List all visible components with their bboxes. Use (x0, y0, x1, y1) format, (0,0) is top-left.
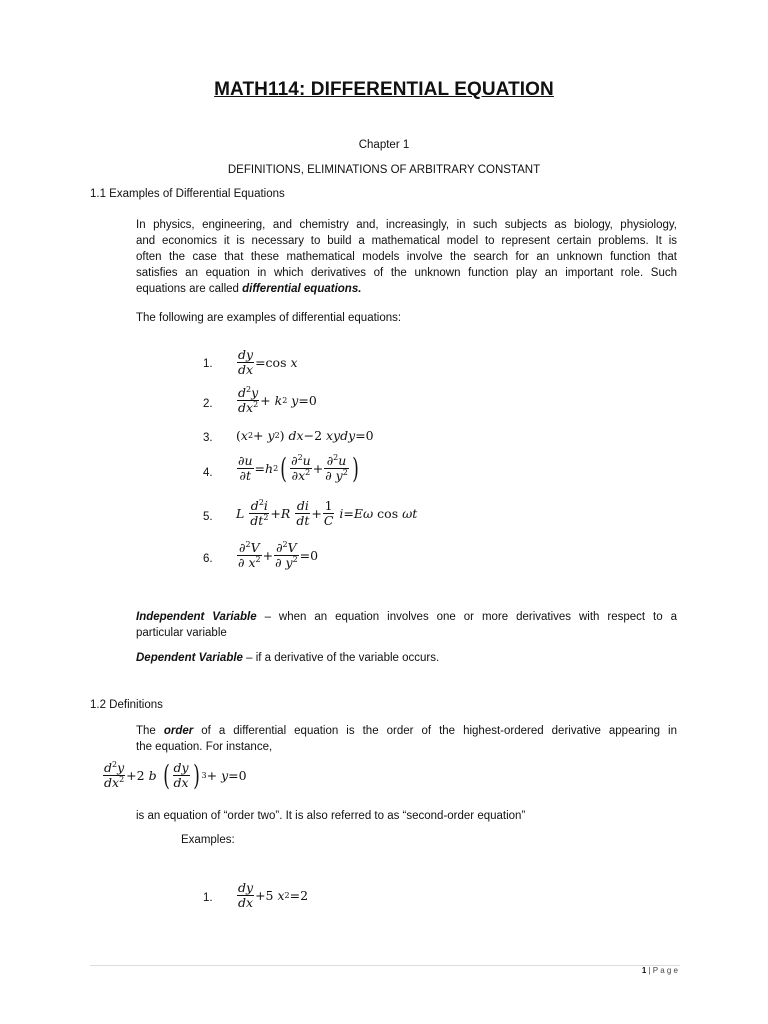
page-footer (642, 966, 678, 975)
equation-3: ( x 2 + y 2 ) dx −2 xydy =0 (236, 428, 374, 443)
equation-number: 1. (203, 358, 213, 370)
order-explanation: is an equation of “order two”. It is also referred to as “second-order equation” (136, 810, 526, 822)
dependent-variable-definition: Dependent Variable – if a derivative of the variable occurs. (136, 652, 440, 664)
intro-line: equations are called differential equations. (136, 283, 362, 295)
examples-intro: The following are examples of differential equations: (136, 312, 402, 324)
equation-4: $\frac{\partial u}{\partial t}$ = h 2 ( $\frac{\partial^2u}{\partial x^2}$ + $\frac{\partial^2u}{\partial y^2}$ ) (238, 451, 359, 485)
equation-5: L $\frac{d^2i}{dt^2}$ + R $\frac{di}{dt}$ + $\frac{1}{C}$ i = Eω cos ωt (236, 497, 418, 528)
chapter-label: Chapter 1 (358, 139, 410, 151)
independent-variable-term: Independent Variable (136, 611, 257, 623)
order-term: order (163, 725, 194, 737)
equation-number: 4. (203, 467, 213, 479)
intro-line: satisfies an equation in which derivatives of the unknown function play an important role. Such (136, 267, 677, 279)
footer-divider (90, 965, 680, 966)
independent-variable-definition: Independent Variable – when an equation involves one or more derivatives with respect to a particular variable (136, 611, 677, 639)
intro-line: In physics, engineering, and chemistry and, increasingly, in such subjects as biology, physiology, (136, 219, 677, 231)
intro-paragraph (136, 217, 677, 297)
equation-number: 1. (203, 892, 213, 904)
order-definition: The order of a differential equation is the order of the highest-ordered derivative appearing in the equation. For instance, (136, 725, 678, 753)
differential-equations-term: differential equations. (242, 283, 362, 295)
dependent-variable-term: Dependent Variable (136, 652, 243, 664)
order-example-equation: $\frac{d^2y}{dx^2}$ +2 b ( $\frac{dy}{dx}$ ) 3 + y =0 (104, 758, 247, 792)
section-heading-1-2: 1.2 Definitions (90, 699, 163, 711)
equation-number: 3. (203, 432, 213, 444)
equation-number: 5. (203, 511, 213, 523)
equation-number: 2. (203, 398, 213, 410)
equation-2: $\frac{d^2y}{dx^2}$ + k 2 y =0 (238, 384, 317, 415)
page-title: MATH114: DIFFERENTIAL EQUATION (214, 79, 554, 100)
chapter-subtitle: DEFINITIONS, ELIMINATIONS OF ARBITRARY CONSTANT (227, 164, 541, 176)
section-heading-1-1: 1.1 Examples of Differential Equations (90, 188, 285, 200)
examples-label: Examples: (181, 834, 235, 846)
equation-6: $\frac{\partial^2V}{\partial x^2}$ + $\frac{\partial^2V}{\partial y^2}$ =0 (238, 539, 319, 570)
equation-number: 6. (203, 553, 213, 565)
page-label: | P a g e (646, 966, 678, 975)
equation-1: $\frac{dy}{dx}$ =cos x (238, 347, 298, 377)
example-equation-1: $\frac{dy}{dx}$ +5 x 2 =2 (238, 880, 309, 910)
intro-line: often the case that these mathematical models involve the search for an unknown function that (136, 251, 677, 263)
intro-line: and economics it is necessary to build a mathematical model to represent certain problems. It is (136, 235, 677, 247)
page-number: 1 (641, 966, 647, 975)
